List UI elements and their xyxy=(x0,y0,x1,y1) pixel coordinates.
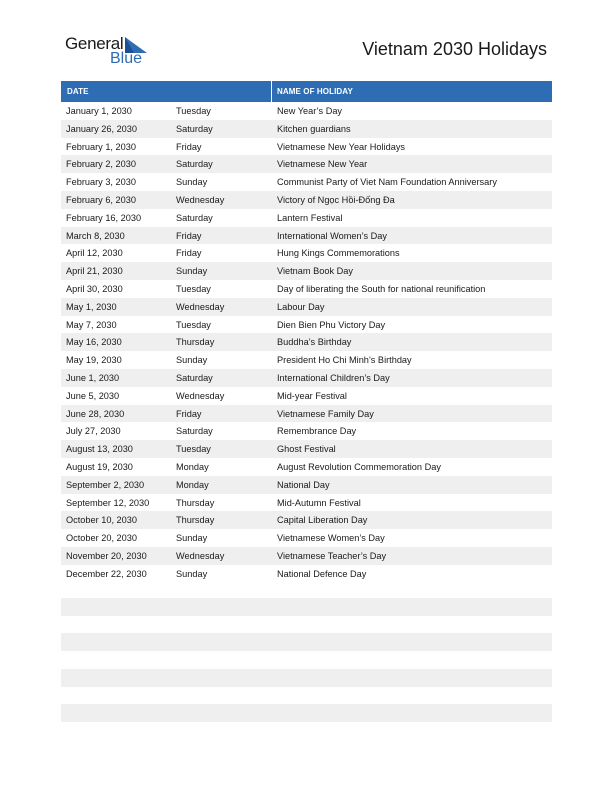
holiday-weekday: Wednesday xyxy=(176,194,225,205)
holiday-weekday: Friday xyxy=(176,408,202,419)
table-row xyxy=(61,422,552,440)
table-row xyxy=(61,280,552,298)
holiday-weekday: Tuesday xyxy=(176,444,211,455)
empty-row xyxy=(61,704,552,722)
table-row xyxy=(61,262,552,280)
holiday-date: February 16, 2030 xyxy=(66,212,142,223)
table-body xyxy=(61,102,552,583)
table-row xyxy=(61,547,552,565)
holiday-date: June 5, 2030 xyxy=(66,390,120,401)
holiday-name: Dien Bien Phu Victory Day xyxy=(277,319,386,330)
holiday-weekday: Friday xyxy=(176,141,202,152)
holiday-date: May 16, 2030 xyxy=(66,337,122,348)
holiday-date: February 6, 2030 xyxy=(66,194,136,205)
holiday-weekday: Monday xyxy=(176,461,209,472)
holiday-name: New Year’s Day xyxy=(277,106,343,116)
table-row xyxy=(61,440,552,458)
table-row xyxy=(61,155,552,173)
holiday-date: May 7, 2030 xyxy=(66,319,117,330)
header-holiday-name: NAME OF HOLIDAY xyxy=(277,87,353,96)
holiday-name: Victory of Ngọc Hồi-Đống Đa xyxy=(277,194,395,205)
holiday-weekday: Thursday xyxy=(176,337,215,348)
table-row xyxy=(61,138,552,156)
header-divider xyxy=(271,81,272,102)
holiday-weekday: Saturday xyxy=(176,372,213,383)
holiday-date: March 8, 2030 xyxy=(66,230,125,241)
table-row xyxy=(61,458,552,476)
holiday-name: International Women’s Day xyxy=(277,230,387,241)
table-row xyxy=(61,191,552,209)
holiday-date: December 22, 2030 xyxy=(66,568,147,579)
holiday-date: April 30, 2030 xyxy=(66,283,123,294)
holiday-date: September 12, 2030 xyxy=(66,497,150,508)
holiday-date: June 28, 2030 xyxy=(66,408,125,419)
holiday-weekday: Tuesday xyxy=(176,283,211,294)
holiday-date: January 26, 2030 xyxy=(66,123,138,134)
holiday-weekday: Monday xyxy=(176,479,209,490)
holiday-weekday: Wednesday xyxy=(176,390,225,401)
header-date: DATE xyxy=(67,87,89,96)
holiday-weekday: Thursday xyxy=(176,515,215,526)
holiday-name: Remembrance Day xyxy=(277,426,357,437)
empty-row xyxy=(61,669,552,687)
holiday-name: Vietnamese New Year Holidays xyxy=(277,141,406,152)
holiday-name: Buddha’s Birthday xyxy=(277,337,352,348)
holiday-weekday: Saturday xyxy=(176,123,213,134)
holiday-name: Vietnamese Family Day xyxy=(277,408,374,419)
holiday-date: February 1, 2030 xyxy=(66,141,136,152)
table-header xyxy=(61,81,552,102)
table-row xyxy=(61,333,552,351)
holiday-weekday: Wednesday xyxy=(176,301,225,312)
table-row xyxy=(61,494,552,512)
table-row xyxy=(61,209,552,227)
holiday-name: President Ho Chi Minh’s Birthday xyxy=(277,355,412,366)
holiday-weekday: Saturday xyxy=(176,159,213,170)
holiday-weekday: Friday xyxy=(176,230,202,241)
table-row xyxy=(61,387,552,405)
holiday-name: Vietnamese Teacher’s Day xyxy=(277,550,387,561)
holiday-date: October 10, 2030 xyxy=(66,515,137,526)
holiday-date: April 21, 2030 xyxy=(66,266,123,277)
holiday-weekday: Sunday xyxy=(176,266,208,277)
holiday-table xyxy=(61,81,552,583)
holiday-weekday: Thursday xyxy=(176,497,215,508)
logo-text-general: General xyxy=(65,34,124,53)
holiday-weekday: Sunday xyxy=(176,533,208,544)
holiday-date: September 2, 2030 xyxy=(66,479,145,490)
holiday-date: May 1, 2030 xyxy=(66,301,117,312)
holiday-weekday: Sunday xyxy=(176,177,208,188)
table-row xyxy=(61,173,552,191)
holiday-name: Vietnam Book Day xyxy=(277,266,353,277)
holiday-name: Mid-year Festival xyxy=(277,390,347,401)
table-row xyxy=(61,227,552,245)
holiday-name: Day of liberating the South for national reunification xyxy=(277,283,486,294)
empty-row xyxy=(61,598,552,616)
holiday-name: Hung Kings Commemorations xyxy=(277,248,400,259)
holiday-weekday: Sunday xyxy=(176,355,208,366)
table-row xyxy=(61,351,552,369)
holiday-name: August Revolution Commemoration Day xyxy=(277,461,441,472)
table-row xyxy=(61,565,552,583)
holiday-date: May 19, 2030 xyxy=(66,355,122,366)
table-row xyxy=(61,316,552,334)
holiday-date: February 2, 2030 xyxy=(66,159,136,170)
logo-text-blue: Blue xyxy=(110,50,143,67)
holiday-date: October 20, 2030 xyxy=(66,533,137,544)
holiday-weekday: Saturday xyxy=(176,426,213,437)
holiday-date: January 1, 2030 xyxy=(66,106,132,116)
holiday-name: Ghost Festival xyxy=(277,444,336,455)
empty-row xyxy=(61,633,552,651)
table-row xyxy=(61,529,552,547)
holiday-date: April 12, 2030 xyxy=(66,248,123,259)
holiday-name: Mid-Autumn Festival xyxy=(277,497,361,508)
holiday-name: Lantern Festival xyxy=(277,212,343,223)
table-row xyxy=(61,244,552,262)
holiday-name: Vietnamese Women’s Day xyxy=(277,533,385,544)
table-row xyxy=(61,369,552,387)
table-row xyxy=(61,120,552,138)
holiday-weekday: Saturday xyxy=(176,212,213,223)
holiday-date: February 3, 2030 xyxy=(66,177,136,188)
generalblue-logo xyxy=(65,34,155,68)
holiday-name: Kitchen guardians xyxy=(277,123,351,134)
holiday-weekday: Wednesday xyxy=(176,550,225,561)
table-row xyxy=(61,476,552,494)
holiday-date: June 1, 2030 xyxy=(66,372,120,383)
holiday-date: November 20, 2030 xyxy=(66,550,147,561)
holiday-weekday: Sunday xyxy=(176,568,208,579)
holiday-name: Communist Party of Viet Nam Foundation Anniversary xyxy=(277,177,497,188)
holiday-name: Labour Day xyxy=(277,301,325,312)
holiday-name: National Defence Day xyxy=(277,568,367,579)
holiday-date: July 27, 2030 xyxy=(66,426,121,437)
holiday-weekday: Tuesday xyxy=(176,106,211,116)
table-row xyxy=(61,298,552,316)
table-row xyxy=(61,405,552,423)
table-row xyxy=(61,511,552,529)
holiday-weekday: Tuesday xyxy=(176,319,211,330)
holiday-name: International Children’s Day xyxy=(277,372,390,383)
holiday-name: National Day xyxy=(277,479,330,490)
table-row xyxy=(61,102,552,120)
page-title: Vietnam 2030 Holidays xyxy=(362,39,547,59)
holiday-weekday: Friday xyxy=(176,248,202,259)
holiday-date: August 19, 2030 xyxy=(66,461,133,472)
holiday-name: Vietnamese New Year xyxy=(277,159,368,170)
holiday-date: August 13, 2030 xyxy=(66,444,133,455)
holiday-name: Capital Liberation Day xyxy=(277,515,368,526)
